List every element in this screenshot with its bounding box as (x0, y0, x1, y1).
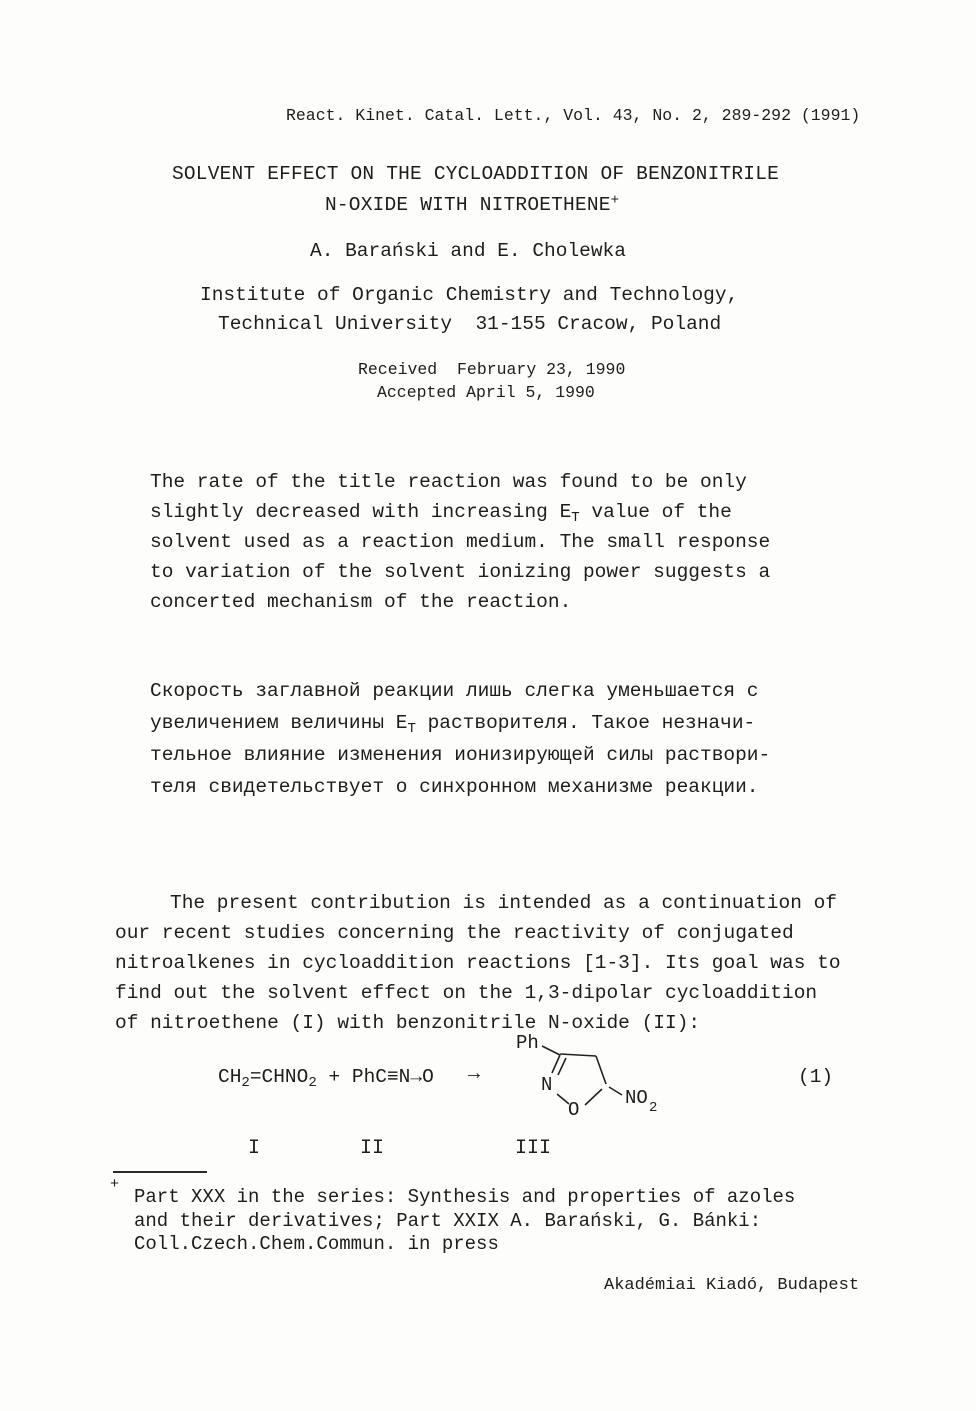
abstract-ru-line-2 (150, 707, 770, 739)
abstract-en-line-2-pre: slightly decreased with increasing E (150, 501, 572, 523)
publisher-imprint: Akadémiai Kiadó, Budapest (604, 1276, 860, 1295)
abstract-en-line-1: The rate of the title reaction was found to be only (150, 471, 747, 493)
bond-c5-no2 (609, 1087, 622, 1095)
footnote-marker: + (110, 1176, 120, 1193)
nitroethene-formula-part: CH (218, 1066, 242, 1088)
abstract-ru-line-1: Скорость заглавной реакции лишь слегка уменьшается с (150, 680, 759, 702)
nitroethene-formula-part-2: =CHNO (249, 1066, 309, 1088)
et-subscript: T (571, 510, 580, 527)
bond-ph-c3 (542, 1046, 560, 1055)
received-date: Received February 23, 1990 (358, 360, 626, 379)
et-subscript-ru: Т (407, 721, 416, 738)
reaction-arrow: → (468, 1063, 481, 1086)
affiliation-line-1: Institute of Organic Chemistry and Technology, (200, 284, 739, 306)
abstract-ru-line-4: теля свидетельствует о синхронном механизме реакции. (150, 776, 759, 798)
journal-reference: React. Kinet. Catal. Lett., Vol. 43, No. 2, 289-292 (1991) (286, 106, 861, 125)
body-line-4: find out the solvent effect on the 1,3-dipolar cycloaddition (115, 982, 818, 1004)
body-line-3: nitroalkenes in cycloaddition reactions [1-3]. Its goal was to (115, 952, 841, 974)
isoxazoline-structure (498, 1028, 674, 1128)
abstract-en-line-4: to variation of the solvent ionizing power suggests a (150, 561, 771, 583)
double-bond-c3-n-2 (558, 1058, 566, 1075)
phenyl-label: Ph (516, 1032, 539, 1054)
body-line-2: our recent studies concerning the reactivity of conjugated (115, 922, 794, 944)
footnote-line-1: Part XXX in the series: Synthesis and properties of azoles (134, 1186, 796, 1208)
body-paragraph (115, 888, 841, 1038)
ring-oxygen-label: O (568, 1099, 580, 1121)
ring-nitrogen-label: N (541, 1074, 553, 1096)
footnote-line-3: Coll.Czech.Chem.Commun. in press (134, 1233, 499, 1255)
nitro-group-subscript: 2 (649, 1100, 658, 1116)
nitroethene-sub-2: 2 (308, 1075, 317, 1092)
footnote-line-2: and their derivatives; Part XXIX A. Barański, G. Bánki: (134, 1209, 762, 1232)
compound-label-i: I (248, 1137, 261, 1160)
footnote (134, 1186, 795, 1257)
bond-o-c5 (585, 1089, 602, 1105)
bond-c3-c4 (560, 1054, 596, 1056)
paper-title-line-2-text: N-OXIDE WITH NITROETHENE (325, 194, 611, 216)
compound-label-iii: III (515, 1137, 552, 1160)
compound-label-ii: II (360, 1137, 385, 1160)
abstract-en-line-2-post: value of the (579, 501, 732, 523)
footnote-divider (113, 1171, 207, 1173)
abstract-ru-line-3: тельное влияние изменения ионизирующей силы раствори- (150, 744, 771, 766)
accepted-date: Accepted April 5, 1990 (377, 383, 595, 402)
abstract-en-line-2 (150, 497, 770, 527)
abstract-ru-line-2-pre: увеличением величины Е (150, 712, 408, 734)
paper-title-line-1: SOLVENT EFFECT ON THE CYCLOADDITION OF BENZONITRILE (172, 163, 779, 185)
reaction-reactants (218, 1066, 434, 1092)
benzonitrile-oxide-formula: + PhC≡N→O (316, 1066, 434, 1088)
abstract-english (150, 467, 770, 617)
abstract-russian (150, 675, 770, 803)
abstract-en-line-5: concerted mechanism of the reaction. (150, 591, 572, 613)
abstract-ru-line-2-post: растворителя. Такое незначи- (415, 712, 756, 734)
bond-c4-c5 (596, 1056, 606, 1084)
body-line-5: of nitroethene (I) with benzonitrile N-oxide (II): (115, 1012, 701, 1034)
nitro-group-label: NO (625, 1087, 648, 1109)
double-bond-c3-n-1 (552, 1055, 560, 1073)
abstract-en-line-3: solvent used as a reaction medium. The small response (150, 531, 771, 553)
authors: A. Barański and E. Cholewka (310, 240, 626, 262)
title-footnote-marker: + (610, 192, 620, 209)
equation-number: (1) (798, 1066, 834, 1088)
body-line-1: The present contribution is intended as a continuation of (170, 892, 838, 914)
nitroethene-sub-1: 2 (241, 1075, 250, 1092)
paper-title-line-2 (325, 194, 619, 216)
affiliation-line-2: Technical University 31-155 Cracow, Poland (218, 313, 722, 335)
